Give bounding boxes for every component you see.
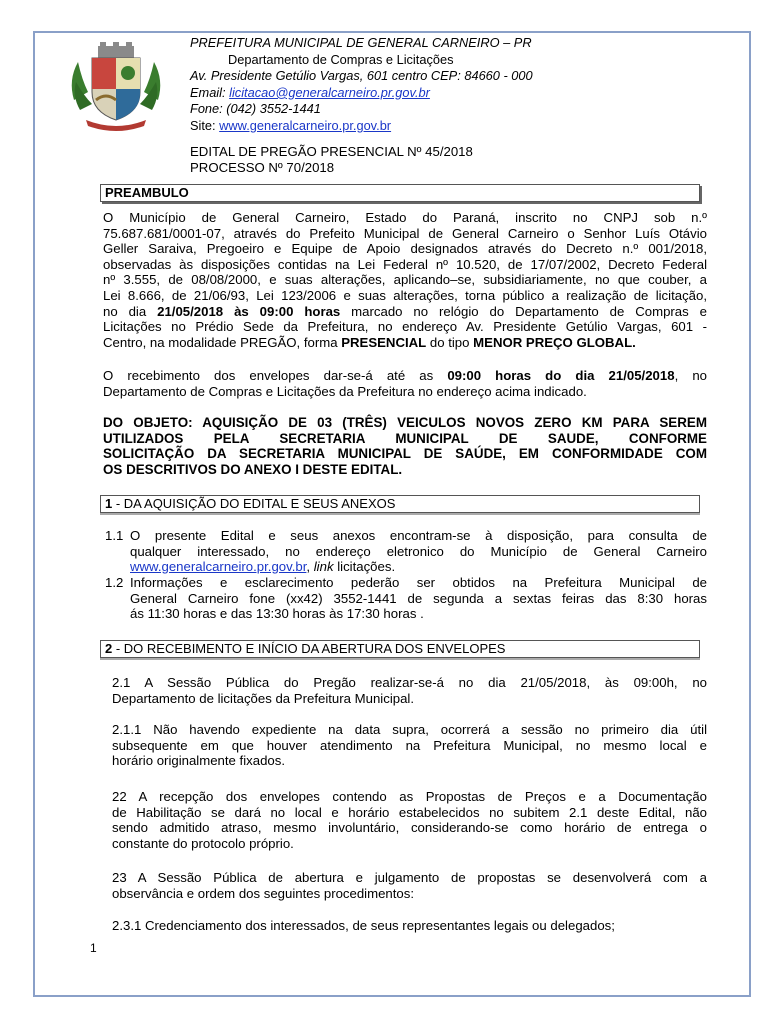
edital-header (190, 144, 473, 176)
object-line: UTILIZADOS PELA SECRETARIA MUNICIPAL DE SAUDE, CONFORME (103, 430, 707, 446)
process-number: PROCESSO Nº 70/2018 (190, 160, 335, 175)
section-1-heading (100, 495, 700, 513)
item-2-3-1 (112, 918, 707, 934)
text-line: Geller Saraiva, Pregoeiro e Equipe de Apoio designados através do Decreto n.º 001/2018, (103, 241, 707, 257)
item-number: 1.2 (105, 575, 124, 590)
text-line: qualquer interessado, no endereço eletronico do Município de General Carneiro (130, 543, 707, 559)
address: Av. Presidente Getúlio Vargas, 601 centro CEP: 84660 - 000 (190, 68, 533, 84)
text-line: horário originalmente fixados. (112, 753, 285, 769)
item-2-3 (112, 870, 707, 901)
text-line: 2.1.1 Não havendo expediente na data supra, ocorrerá a sessão no primeiro dia útil (112, 722, 707, 737)
letterhead (190, 35, 710, 135)
item-2-1-1 (112, 722, 707, 769)
phone-line: Fone: (042) 3552-1441 (190, 101, 321, 117)
text-run: link (313, 559, 334, 575)
text-line: General Carneiro fone (xx42) 3552-1441 de segunda a sextas feiras das 8:30 horas (130, 590, 707, 606)
text-line (103, 335, 707, 351)
section-title: - DA AQUISIÇÃO DO EDITAL E SEUS ANEXOS (112, 496, 396, 511)
text-line (103, 304, 707, 320)
text-line: 2.3.1 Credenciamento dos interessados, de seus representantes legais ou delegados; (112, 918, 615, 933)
receipt-deadline: 09:00 horas do dia 21/05/2018 (447, 368, 675, 383)
text-line: 22 A recepção dos envelopes contendo as Propostas de Preços e a Documentação (112, 789, 707, 804)
text-line: 23 A Sessão Pública de abertura e julgamento de propostas se desenvolverá com a (112, 870, 707, 885)
text-run: Centro, na modalidade PREGÃO, forma (103, 334, 342, 350)
text-run: do tipo (426, 334, 474, 350)
email-link[interactable]: licitacao@generalcarneiro.pr.gov.br (229, 84, 430, 100)
website-link[interactable]: www.generalcarneiro.pr.gov.br (130, 559, 307, 575)
text-line: sendo admitido atraso, mesmo involuntário, considerando-se como horário de entrega o (112, 820, 707, 836)
object-statement (103, 415, 707, 477)
preambulo-heading: PREAMBULO (100, 184, 700, 202)
item-1-2 (130, 575, 707, 622)
text-line: 2.1 A Sessão Pública do Pregão realizar-se-á no dia 21/05/2018, às 09:00h, no (112, 675, 707, 690)
text-line: observadas às disposições contidas na Lei Federal nº 10.520, de 17/07/2002, Decreto Federal (103, 256, 707, 272)
item-2-1 (112, 675, 707, 706)
award-type: MENOR PREÇO GLOBAL. (473, 334, 636, 350)
municipality-name: PREFEITURA MUNICIPAL DE GENERAL CARNEIRO – PR (190, 35, 532, 50)
municipal-coat-of-arms-icon (66, 40, 166, 132)
receipt-paragraph (103, 368, 707, 399)
text-line (103, 368, 707, 384)
text-line: Departamento de Compras e Licitações da Prefeitura no endereço acima indicado. (103, 383, 587, 399)
edital-title: EDITAL DE PREGÃO PRESENCIAL Nº 45/2018 (190, 144, 473, 159)
section-title: - DO RECEBIMENTO E INÍCIO DA ABERTURA DOS ENVELOPES (112, 641, 506, 656)
modality-form: PRESENCIAL (341, 334, 427, 350)
text-run: , (306, 559, 314, 575)
text-line: constante do protocolo próprio. (112, 835, 294, 851)
text-line: de Habilitação se dará no local e horário estabelecidos no subitem 2.1 deste Edital, não (112, 804, 707, 820)
section-number: 2 (105, 641, 113, 656)
text-line: observância e ordem dos seguintes procedimentos: (112, 885, 415, 901)
text-line (130, 559, 707, 575)
preambulo-paragraph (103, 210, 707, 350)
page-number: 1 (90, 941, 97, 955)
text-line: subsequente em que houver atendimento na Prefeitura Municipal, no mesmo local e (112, 737, 707, 753)
text-line: 75.687.681/0001-07, através do Prefeito Municipal de General Carneiro o Senhor Luís Otávio (103, 225, 707, 241)
text-run: no dia (103, 303, 158, 319)
text-run: , no (674, 368, 708, 383)
text-line: Informações e esclarecimento pederão ser obtidos na Prefeitura Municipal de (130, 575, 707, 590)
text-line: Lei 8.666, de 21/06/93, Lei 123/2006 e suas alterações, torna público a realização de licitação, (103, 287, 707, 303)
text-line: O presente Edital e seus anexos encontram-se à disposição, para consulta de (130, 528, 707, 543)
text-line: nº 3.555, de 08/08/2000, e suas alterações, aplicando–se, subsidiariamente, no que couber, a (103, 272, 707, 288)
site-link[interactable]: www.generalcarneiro.pr.gov.br (219, 117, 392, 133)
text-run: O recebimento dos envelopes dar-se-á até as (103, 368, 448, 383)
section-number: 1 (105, 496, 113, 511)
object-line: DO OBJETO: AQUISIÇÃO DE 03 (TRÊS) VEICULOS NOVOS ZERO KM PARA SEREM (103, 415, 707, 430)
text-line: O Município de General Carneiro, Estado do Paraná, inscrito no CNPJ sob n.º (103, 210, 707, 225)
item-1-1 (130, 528, 707, 575)
item-2-2 (112, 789, 707, 851)
object-line: SOLICITAÇÃO DA SECRETARIA MUNICIPAL DE SAÚDE, EM CONFORMIDADE COM (103, 446, 707, 462)
text-line: Licitações no Prédio Sede da Prefeitura, no endereço Av. Presidente Getúlio Vargas, 601 - (103, 319, 707, 335)
site-line (190, 118, 710, 135)
text-run: licitações. (333, 559, 396, 575)
department-name: Departamento de Compras e Licitações (228, 51, 454, 67)
object-line: OS DESCRITIVOS DO ANEXO I DESTE EDITAL. (103, 461, 403, 477)
text-line: ás 11:30 horas e das 13:30 horas às 17:30 horas . (130, 606, 424, 622)
email-line (190, 85, 710, 102)
session-datetime: 21/05/2018 às 09:00 horas (157, 303, 341, 319)
section-2-heading (100, 640, 700, 658)
item-number: 1.1 (105, 528, 124, 543)
text-line: Departamento de licitações da Prefeitura Municipal. (112, 690, 415, 706)
text-run: marcado no relógio do Departamento de Compras e (340, 303, 707, 319)
email-label: Email: (190, 84, 230, 100)
site-label: Site: (190, 117, 220, 133)
